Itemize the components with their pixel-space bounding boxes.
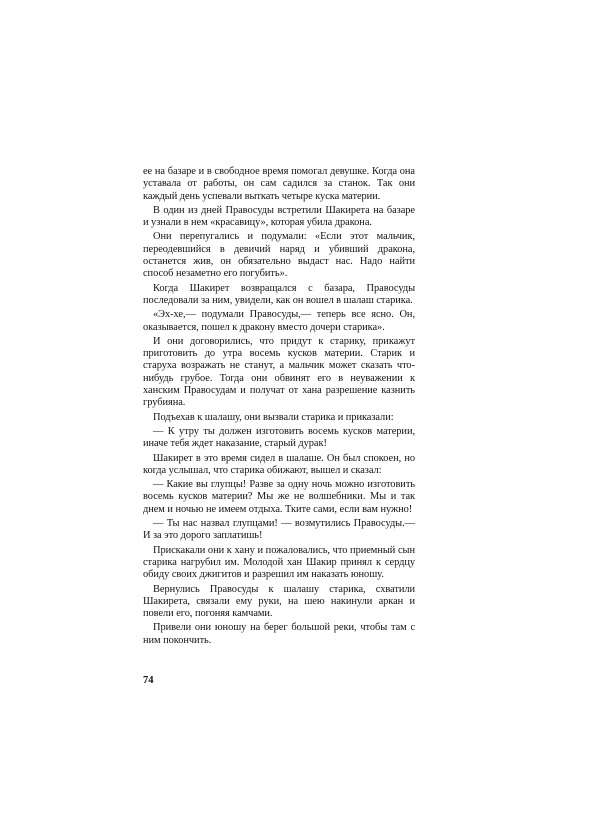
paragraph: Привели они юношу на берег большой реки, чтобы там с ним покончить. (143, 622, 415, 646)
page-body (143, 166, 415, 649)
paragraph: Шакирет в это время сидел в шалаше. Он был спокоен, но когда услышал, что старика обижают, вышел и сказал: (143, 452, 415, 476)
paragraph: И они договорились, что придут к старику, прикажут приготовить до утра восемь кусков материи. Старик и старуха возражать не станут, а мальчик может сказать что-нибудь грубое. Тогда они обвинят его в неуважении к ханским Правосудам и получат от хана разрешение казнить грубияна. (143, 335, 415, 409)
paragraph: Они перепугались и подумали: «Если этот мальчик, переодевшийся в девичий наряд и убивший дракона, останется жив, он обязательно выдаст нас. Надо найти способ незаметно его погубить». (143, 231, 415, 280)
paragraph: Когда Шакирет возвращался с базара, Правосуды последовали за ним, увидели, как он вошел в шалаш старика. (143, 282, 415, 306)
page-number: 74 (143, 675, 154, 686)
paragraph: Прискакали они к хану и пожаловались, что приемный сын старика нагрубил им. Молодой хан Шакир принял к сердцу обиду своих джигитов и разрешил им наказать юношу. (143, 544, 415, 581)
paragraph: Вернулись Правосуды к шалашу старика, схватили Шакирета, связали ему руки, на шею накинули аркан и повели его, погоняя камчами. (143, 583, 415, 620)
paragraph: — К утру ты должен изготовить восемь кусков материи, иначе тебя ждет наказание, старый дурак! (143, 425, 415, 450)
paragraph: — Какие вы глупцы! Разве за одну ночь можно изготовить восемь кусков материи? Мы же не волшебники. Мы и так днем и ночью не имеем отдыха. Тките сами, если вам нужно! (143, 479, 415, 515)
paragraph: ее на базаре и в свободное время помогал девушке. Когда она уставала от работы, он сам садился за станок. Так они каждый день успевали выткать четыре куска материи. (143, 166, 415, 202)
paragraph: Подъехав к шалашу, они вызвали старика и приказали: (153, 411, 394, 423)
paragraph: «Эх-хе,— подумали Правосуды,— теперь все ясно. Он, оказывается, пошел к дракону вместо дочери старика». (143, 309, 415, 333)
paragraph: В один из дней Правосуды встретили Шакирета на базаре и узнали в нем «красавицу», которая убила дракона. (143, 204, 415, 229)
paragraph: — Ты нас назвал глупцами! — возмутились Правосуды.— И за это дорого заплатишь! (143, 518, 415, 542)
